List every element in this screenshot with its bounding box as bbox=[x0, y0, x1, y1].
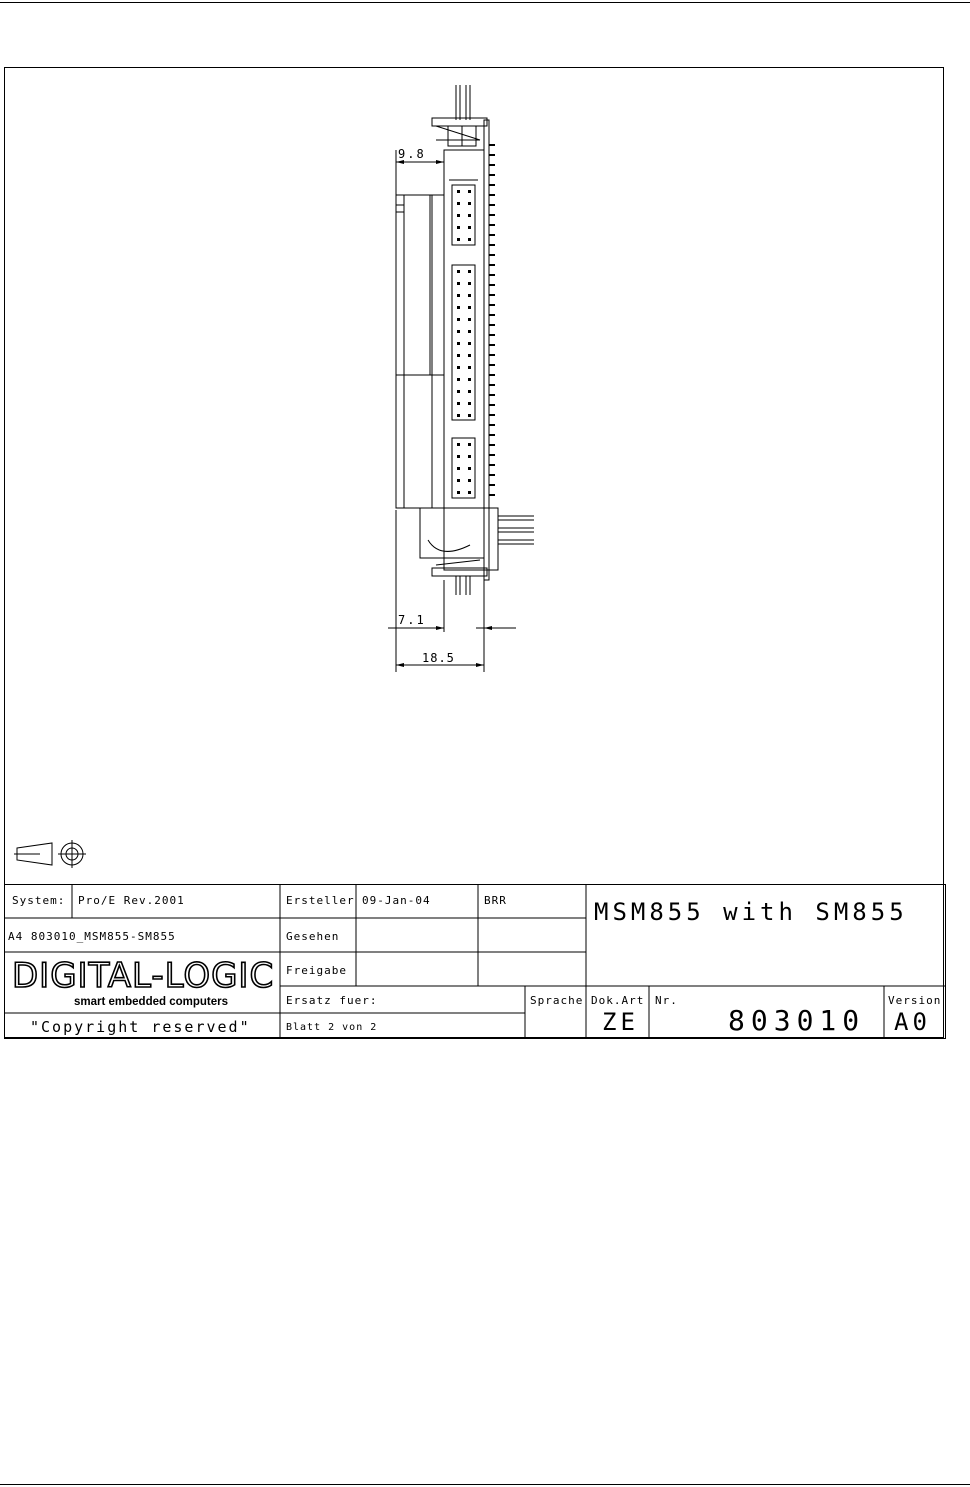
pin-dot bbox=[468, 443, 471, 446]
pin-dot bbox=[468, 318, 471, 321]
pin-dot bbox=[457, 306, 460, 309]
pin-dot bbox=[468, 366, 471, 369]
pin-dot bbox=[457, 491, 460, 494]
pin-dot bbox=[457, 342, 460, 345]
pin-dot bbox=[457, 402, 460, 405]
pin-dot bbox=[457, 354, 460, 357]
pin-dot bbox=[468, 491, 471, 494]
board-body bbox=[396, 195, 444, 508]
pin-dot bbox=[457, 238, 460, 241]
pin-dot bbox=[468, 354, 471, 357]
logo-wordmark: DIGITAL-LOGIC bbox=[12, 956, 275, 996]
dim-label-offset: 7.1 bbox=[398, 613, 426, 627]
nr-value: 803010 bbox=[728, 1004, 866, 1037]
pin-dot bbox=[468, 214, 471, 217]
pin-dot bbox=[457, 455, 460, 458]
pin-dot bbox=[457, 467, 460, 470]
pin-dot bbox=[457, 479, 460, 482]
logo-subtitle: smart embedded computers bbox=[74, 996, 229, 1008]
pin-dot bbox=[468, 238, 471, 241]
pin-dot bbox=[457, 214, 460, 217]
version-value: A0 bbox=[894, 1008, 931, 1036]
pin-dot bbox=[457, 202, 460, 205]
nr-label: Nr. bbox=[655, 994, 678, 1007]
bottom-page-rule bbox=[0, 1484, 970, 1485]
pin-dot bbox=[468, 226, 471, 229]
bottom-connector bbox=[420, 508, 534, 595]
connector-header-lower bbox=[452, 438, 475, 498]
pin-dot bbox=[468, 202, 471, 205]
blatt-label: Blatt 2 von 2 bbox=[286, 1022, 378, 1033]
ersatz-label: Ersatz fuer: bbox=[286, 994, 378, 1007]
pin-dot bbox=[457, 318, 460, 321]
pin-dot bbox=[468, 467, 471, 470]
system-label: System: bbox=[12, 894, 66, 907]
version-label: Version bbox=[888, 994, 942, 1007]
pcb-edge-pins bbox=[489, 145, 495, 495]
pin-dot bbox=[457, 378, 460, 381]
ersteller-name: BRR bbox=[484, 894, 507, 907]
pin-dot bbox=[468, 378, 471, 381]
dokart-label: Dok.Art bbox=[591, 994, 645, 1007]
pin-dot bbox=[457, 366, 460, 369]
connector-header-upper bbox=[449, 180, 478, 245]
connector-header-middle bbox=[452, 265, 475, 420]
pin-dot bbox=[457, 282, 460, 285]
top-pin-connector bbox=[432, 85, 487, 146]
pin-dot bbox=[468, 342, 471, 345]
freigabe-label: Freigabe bbox=[286, 964, 347, 977]
sprache-label: Sprache bbox=[530, 994, 584, 1007]
pin-dot bbox=[457, 294, 460, 297]
pin-dots bbox=[457, 190, 471, 494]
pcb-main bbox=[444, 120, 489, 580]
dim-label-top: 9.8 bbox=[398, 147, 426, 161]
pin-dot bbox=[468, 270, 471, 273]
pin-dot bbox=[457, 390, 460, 393]
pin-dot bbox=[468, 479, 471, 482]
pin-dot bbox=[468, 330, 471, 333]
dim-label-overall: 18.5 bbox=[422, 651, 455, 665]
first-angle-projection-icon bbox=[14, 840, 86, 868]
system-value: Pro/E Rev.2001 bbox=[78, 894, 185, 907]
pin-dot bbox=[468, 294, 471, 297]
dokart-value: ZE bbox=[602, 1008, 639, 1036]
ersteller-label: Ersteller bbox=[286, 894, 355, 907]
pin-dot bbox=[468, 282, 471, 285]
pin-dot bbox=[457, 443, 460, 446]
file-name: A4 803010_MSM855-SM855 bbox=[8, 930, 176, 943]
pin-dot bbox=[468, 306, 471, 309]
pin-dot bbox=[457, 414, 460, 417]
pin-dot bbox=[468, 414, 471, 417]
copyright-notice: "Copyright reserved" bbox=[30, 1018, 251, 1036]
pin-dot bbox=[457, 190, 460, 193]
pin-dot bbox=[468, 402, 471, 405]
pin-dot bbox=[457, 226, 460, 229]
pin-dot bbox=[457, 330, 460, 333]
pin-dot bbox=[468, 190, 471, 193]
gesehen-label: Gesehen bbox=[286, 930, 340, 943]
drawing-title: MSM855 with SM855 bbox=[594, 898, 908, 926]
pin-dot bbox=[468, 390, 471, 393]
ersteller-date: 09-Jan-04 bbox=[362, 894, 431, 907]
pin-dot bbox=[457, 270, 460, 273]
pin-dot bbox=[468, 455, 471, 458]
title-block bbox=[4, 884, 946, 1039]
